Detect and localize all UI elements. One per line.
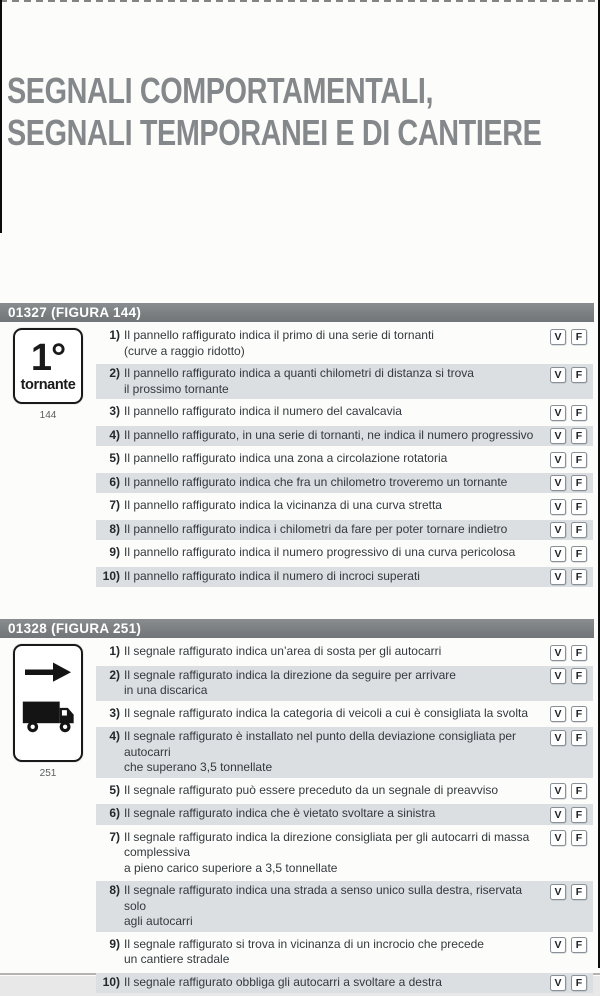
road-sign-tornante-panel [13,328,83,404]
scan-edge-top [0,0,600,2]
question-row [96,449,593,470]
page-title [7,70,541,154]
question-text: Il segnale raffigurato indica che è vietato svoltare a sinistra [124,806,549,822]
question-text: Il segnale raffigurato si trova in vicinanza di un incrocio che precede un cantiere stradale [124,937,549,968]
question-text: Il pannello raffigurato indica la vicinanza di una curva stretta [124,498,549,514]
answer-f-checkbox[interactable]: F [571,807,587,823]
question-row [96,727,593,778]
quiz-section-01328 [0,619,594,996]
answer-v-checkbox[interactable]: V [550,569,566,585]
answer-v-checkbox[interactable]: V [550,706,566,722]
question-row [96,520,593,541]
question-number: 3) [96,706,124,722]
answer-v-checkbox[interactable]: V [550,807,566,823]
sign-word-text: tornante [21,377,76,393]
question-number: 1) [96,328,124,344]
question-number: 4) [96,428,124,444]
answer-f-checkbox[interactable]: F [571,405,587,421]
question-row [96,567,593,588]
answer-f-checkbox[interactable]: F [571,975,587,991]
answer-f-checkbox[interactable]: F [571,668,587,684]
question-text: Il pannello raffigurato indica che fra un chilometro troveremo un tornante [124,475,549,491]
question-number: 1) [96,644,124,660]
sign-figure-number: 251 [40,768,57,779]
answer-f-checkbox[interactable]: F [571,475,587,491]
answer-v-checkbox[interactable]: V [550,645,566,661]
question-number: 8) [96,522,124,538]
question-text: Il segnale raffigurato può essere preceduto da un segnale di preavviso [124,783,549,799]
question-text: Il segnale raffigurato obbliga gli autocarri a svoltare a destra [124,975,549,991]
answer-v-checkbox[interactable]: V [550,668,566,684]
question-text: Il segnale raffigurato è installato nel punto della deviazione consigliata per autocarri che superano 3,5 tonnellate [124,729,549,776]
question-text: Il pannello raffigurato indica il numero progressivo di una curva pericolosa [124,545,549,561]
question-number: 9) [96,545,124,561]
question-text: Il segnale raffigurato indica la categoria di veicoli a cui è consigliata la svolta [124,706,549,722]
question-row [96,426,593,447]
section-header: 01328 (FIGURA 251) [0,619,594,638]
question-row [96,364,593,399]
question-number: 7) [96,830,124,846]
answer-v-checkbox[interactable]: V [550,730,566,746]
question-number: 9) [96,937,124,953]
question-text: Il pannello raffigurato indica una zona a circolazione rotatoria [124,451,549,467]
answer-f-checkbox[interactable]: F [571,428,587,444]
question-text: Il pannello raffigurato, in una serie di tornanti, ne indica il numero progressivo [124,428,549,444]
answer-v-checkbox[interactable]: V [550,428,566,444]
question-row [96,496,593,517]
question-row [96,473,593,494]
question-text: Il segnale raffigurato indica una strada a senso unico sulla destra, riservata solo agli autocarri [124,883,549,930]
question-row [96,704,593,725]
right-arrow-icon [24,662,72,682]
answer-v-checkbox[interactable]: V [550,329,566,345]
question-row [96,326,593,361]
section-header: 01327 (FIGURA 144) [0,303,594,322]
question-list [96,642,594,996]
question-number: 6) [96,806,124,822]
question-number: 10) [96,975,124,991]
question-row [96,642,593,663]
question-number: 5) [96,783,124,799]
question-number: 8) [96,883,124,899]
road-sign-truck-direction-panel [13,644,83,762]
question-text: Il pannello raffigurato indica i chilometri da fare per poter tornare indietro [124,522,549,538]
question-list [96,326,594,590]
answer-f-checkbox[interactable]: F [571,884,587,900]
answer-v-checkbox[interactable]: V [550,830,566,846]
question-row [96,402,593,423]
answer-v-checkbox[interactable]: V [550,783,566,799]
question-number: 4) [96,729,124,745]
answer-v-checkbox[interactable]: V [550,452,566,468]
answer-f-checkbox[interactable]: F [571,522,587,538]
answer-v-checkbox[interactable]: V [550,884,566,900]
question-row [96,881,593,932]
question-row [96,781,593,802]
answer-v-checkbox[interactable]: V [550,367,566,383]
question-text: Il pannello raffigurato indica il numero del cavalcavia [124,404,549,420]
question-text: Il segnale raffigurato indica la direzione da seguire per arrivare in una discarica [124,668,549,699]
answer-f-checkbox[interactable]: F [571,569,587,585]
answer-f-checkbox[interactable]: F [571,706,587,722]
answer-f-checkbox[interactable]: F [571,329,587,345]
question-row [96,543,593,564]
question-row [96,804,593,825]
answer-v-checkbox[interactable]: V [550,975,566,991]
question-number: 10) [96,569,124,585]
truck-icon [21,697,75,735]
question-number: 2) [96,668,124,684]
question-number: 3) [96,404,124,420]
answer-v-checkbox[interactable]: V [550,475,566,491]
answer-f-checkbox[interactable]: F [571,645,587,661]
question-row [96,973,593,994]
page-title-line2: SEGNALI TEMPORANEI E DI CANTIERE [7,112,541,154]
answer-v-checkbox[interactable]: V [550,522,566,538]
answer-f-checkbox[interactable]: F [571,937,587,953]
sign-figure-number: 144 [40,410,57,421]
question-number: 7) [96,498,124,514]
question-text: Il pannello raffigurato indica a quanti chilometri di distanza si trova il prossimo tornante [124,366,549,397]
scan-edge-left [0,0,2,233]
answer-f-checkbox[interactable]: F [571,830,587,846]
question-row [96,828,593,879]
answer-f-checkbox[interactable]: F [571,783,587,799]
answer-v-checkbox[interactable]: V [550,937,566,953]
sign-ordinal-text: 1° [31,340,65,376]
answer-f-checkbox[interactable]: F [571,367,587,383]
answer-v-checkbox[interactable]: V [550,405,566,421]
question-number: 6) [96,475,124,491]
question-row [96,935,593,970]
answer-f-checkbox[interactable]: F [571,499,587,515]
answer-f-checkbox[interactable]: F [571,730,587,746]
answer-f-checkbox[interactable]: F [571,452,587,468]
quiz-section-01327 [0,303,594,590]
answer-v-checkbox[interactable]: V [550,546,566,562]
question-text: Il pannello raffigurato indica il primo di una serie di tornanti (curve a raggio ridotto) [124,328,549,359]
answer-v-checkbox[interactable]: V [550,499,566,515]
answer-f-checkbox[interactable]: F [571,546,587,562]
question-text: Il segnale raffigurato indica un’area di sosta per gli autocarri [124,644,549,660]
question-text: Il segnale raffigurato indica la direzione consigliata per gli autocarri di massa complessiva a pieno carico superiore a 3,5 tonnellate [124,830,549,877]
question-number: 2) [96,366,124,382]
page-title-line1: SEGNALI COMPORTAMENTALI, [7,70,541,112]
question-text: Il pannello raffigurato indica il numero di incroci superati [124,569,549,585]
question-row [96,666,593,701]
question-number: 5) [96,451,124,467]
